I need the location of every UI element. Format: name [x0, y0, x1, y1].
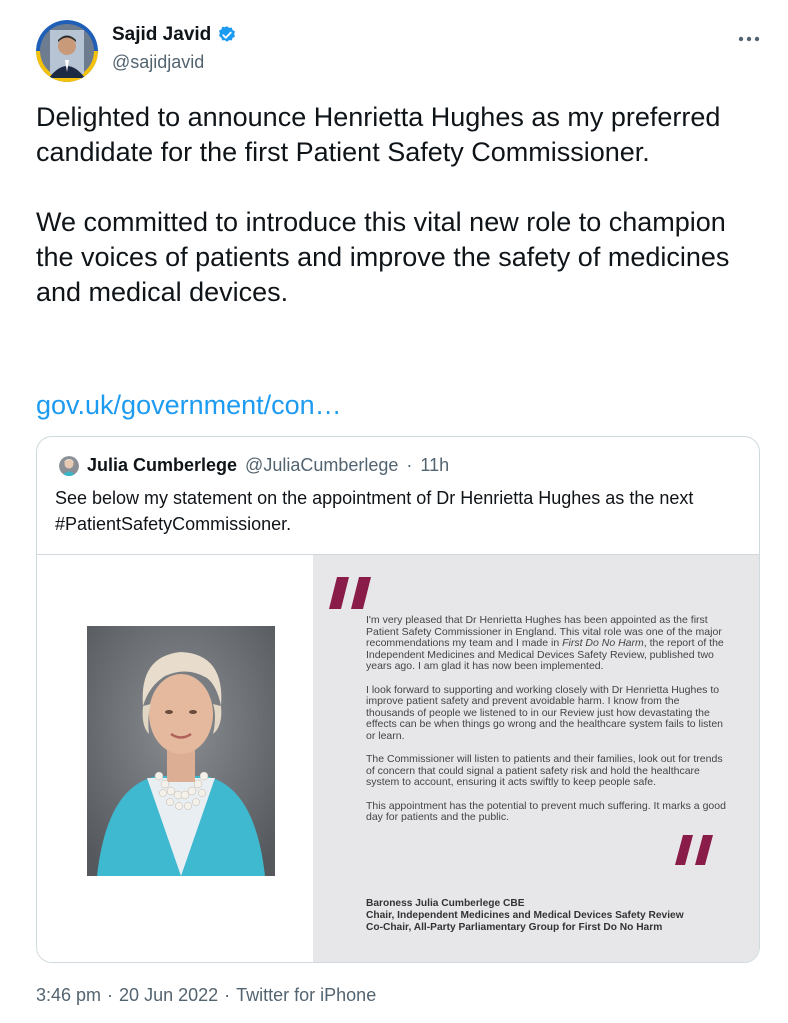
author-block [112, 24, 237, 73]
quoted-tweet-header [59, 455, 449, 476]
tweet-time[interactable]: 3:46 pm [36, 985, 102, 1005]
more-horizontal-icon[interactable] [738, 26, 760, 46]
close-quote-icon [675, 835, 715, 870]
quoted-author-name[interactable]: Julia Cumberlege [87, 455, 238, 475]
tweet-paragraph: We committed to introduce this vital new role to champion the voices of patients and improve the safety of medicines and medical devices. [36, 207, 730, 307]
quoted-author-avatar[interactable] [59, 456, 79, 476]
statement-paragraph [366, 615, 726, 673]
verified-badge-icon [217, 25, 237, 45]
tweet-source[interactable]: Twitter for iPhone [236, 985, 377, 1005]
signature-line: Chair, Independent Medicines and Medical Devices Safety Review [366, 910, 684, 922]
tweet-paragraph: Delighted to announce Henrietta Hughes as my preferred candidate for the first Patient Safety Commissioner. [36, 102, 721, 167]
portrait-photo [87, 626, 275, 876]
tweet-link[interactable]: gov.uk/government/con… [36, 390, 342, 420]
quoted-author-handle[interactable]: @JuliaCumberlege [245, 455, 399, 475]
statement-panel [313, 555, 760, 963]
separator: · [224, 985, 231, 1005]
author-name[interactable]: Sajid Javid [112, 24, 212, 45]
statement-paragraph: I look forward to supporting and working closely with Dr Henrietta Hughes to improve patient safety and prevent avoidable harm. I know from the thousands of people we listened to in our Review just how devastating the effects can be when things go wrong and the healthcare system fails to listen or learn. [366, 683, 724, 742]
statement-text-part: I'm very pleased that Dr Henrietta Hughes has been appointed as the first Patient Safety Commissioner in England. This vital role was one of the major recommendations my team and I made in [366, 614, 722, 650]
quoted-tweet-text: See below my statement on the appointment of Dr Henrietta Hughes as the next #PatientSafetyCommissioner. [55, 488, 694, 534]
statement-paragraph: This appointment has the potential to prevent much suffering. It marks a good day for patients and the public. [366, 799, 726, 824]
image-left-panel [37, 555, 313, 963]
statement-text [366, 615, 726, 835]
quoted-tweet-image[interactable] [37, 554, 760, 963]
quoted-tweet[interactable] [36, 436, 760, 963]
statement-paragraph: The Commissioner will listen to patients and their families, look out for trends of concern that could signal a patient safety risk and hold the healthcare system to account, ensuring it acts swiftly to keep people safe. [366, 753, 723, 789]
statement-report-title: First Do No Harm [562, 637, 644, 650]
separator: · [406, 455, 413, 475]
signature-line: Baroness Julia Cumberlege CBE [366, 898, 525, 909]
quoted-tweet-time[interactable]: 11h [420, 455, 450, 475]
statement-text-part: , the report of the Independent Medicines and Medical Devices Safety Review, published two years ago. I am glad it has now been implemented. [366, 637, 724, 673]
tweet-meta [36, 985, 376, 1006]
statement-signature [366, 898, 756, 935]
tweet-date[interactable]: 20 Jun 2022 [119, 985, 219, 1005]
tweet-text [36, 100, 756, 310]
author-handle[interactable]: @sajidjavid [112, 52, 205, 72]
separator: · [107, 985, 114, 1005]
author-avatar[interactable] [36, 20, 98, 82]
open-quote-icon [329, 577, 375, 614]
signature-line: Co-Chair, All-Party Parliamentary Group for First Do No Harm [366, 922, 663, 934]
